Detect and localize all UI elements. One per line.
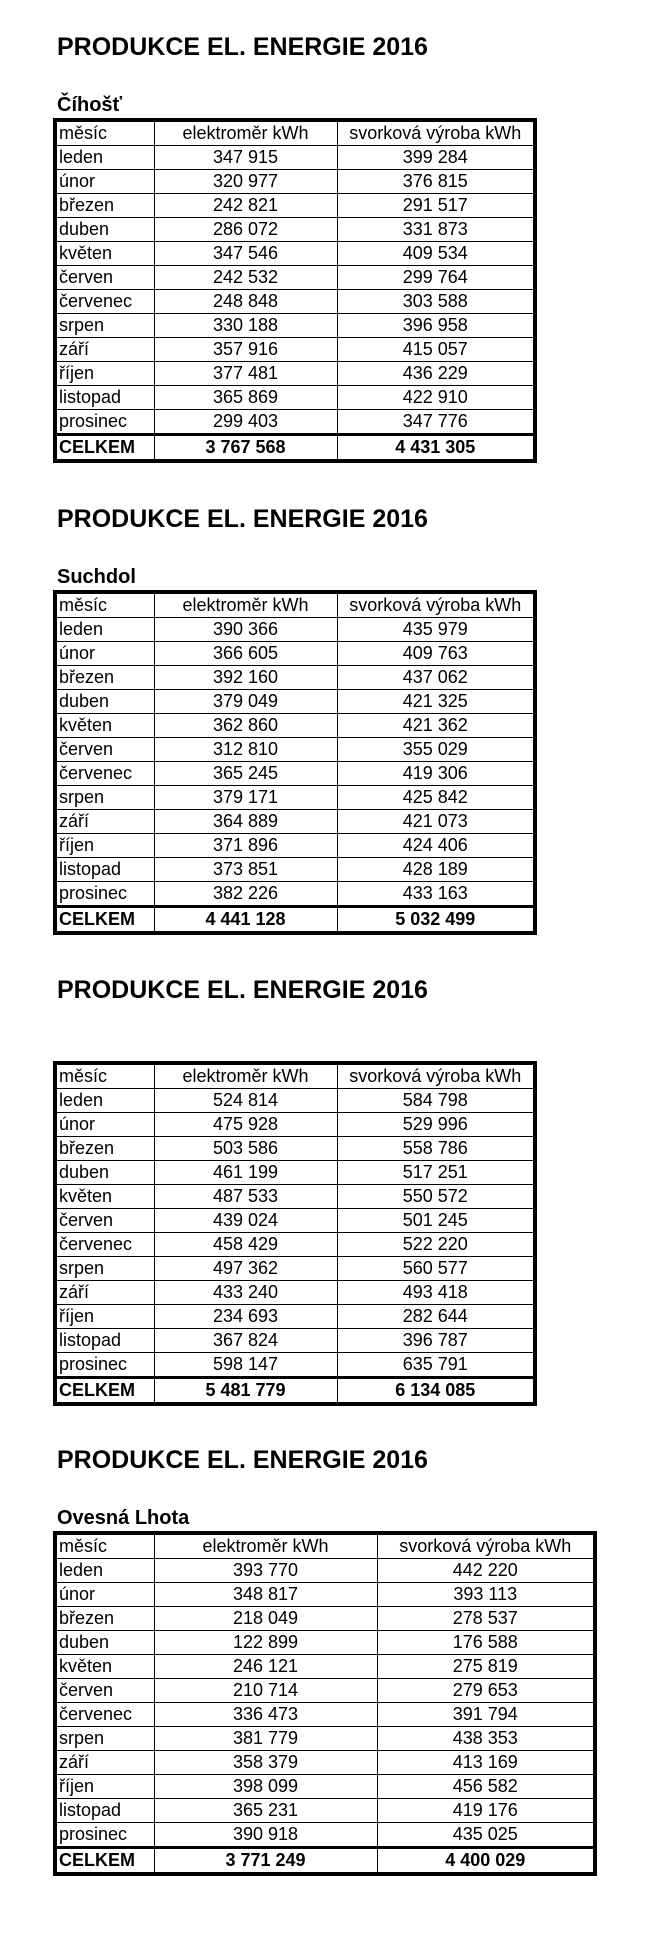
table-total-row [55,1848,595,1875]
table-row [55,266,535,290]
month-cell: říjen [55,362,154,386]
table-row [55,410,535,435]
month-cell: září [55,338,154,362]
table-header-row [55,1063,535,1089]
meter-kwh-cell: 381 779 [154,1727,377,1751]
terminal-output-kwh-cell: 409 763 [337,642,535,666]
month-cell: září [55,1281,154,1305]
table-row [55,1137,535,1161]
table-row [55,1679,595,1703]
month-cell: duben [55,218,154,242]
month-cell: květen [55,1185,154,1209]
month-cell: březen [55,1607,154,1631]
table-title: PRODUKCE EL. ENERGIE 2016 [57,1446,428,1474]
terminal-output-kwh-cell: 433 163 [337,882,535,907]
terminal-output-kwh-cell: svorková výroba kWh [337,120,535,146]
terminal-output-kwh-cell: 176 588 [377,1631,595,1655]
table-row [55,1631,595,1655]
table-row [55,146,535,170]
month-cell: květen [55,242,154,266]
terminal-output-kwh-cell: 415 057 [337,338,535,362]
table-row [55,1751,595,1775]
meter-kwh-cell: 320 977 [154,170,337,194]
meter-kwh-cell: 330 188 [154,314,337,338]
meter-kwh-cell: 461 199 [154,1161,337,1185]
month-cell: září [55,1751,154,1775]
month-cell: CELKEM [55,1378,154,1405]
month-cell: měsíc [55,1533,154,1559]
table-row [55,290,535,314]
terminal-output-kwh-cell: 413 169 [377,1751,595,1775]
meter-kwh-cell: 487 533 [154,1185,337,1209]
table-row [55,618,535,642]
terminal-output-kwh-cell: 421 362 [337,714,535,738]
meter-kwh-cell: 234 693 [154,1305,337,1329]
terminal-output-kwh-cell: 331 873 [337,218,535,242]
month-cell: květen [55,1655,154,1679]
table-row [55,1233,535,1257]
table-row [55,194,535,218]
meter-kwh-cell: elektroměr kWh [154,120,337,146]
meter-kwh-cell: 218 049 [154,1607,377,1631]
table-row [55,1185,535,1209]
terminal-output-kwh-cell: 437 062 [337,666,535,690]
terminal-output-kwh-cell: 409 534 [337,242,535,266]
terminal-output-kwh-cell: 422 910 [337,386,535,410]
meter-kwh-cell: 286 072 [154,218,337,242]
meter-kwh-cell: 524 814 [154,1089,337,1113]
table-row [55,362,535,386]
terminal-output-kwh-cell: 421 325 [337,690,535,714]
terminal-output-kwh-cell: 560 577 [337,1257,535,1281]
meter-kwh-cell: 392 160 [154,666,337,690]
month-cell: červenec [55,762,154,786]
table-row [55,882,535,907]
table-row [55,786,535,810]
month-cell: prosinec [55,882,154,907]
site-name: Suchdol [57,566,136,588]
meter-kwh-cell: 475 928 [154,1113,337,1137]
meter-kwh-cell: 122 899 [154,1631,377,1655]
terminal-output-kwh-cell: 282 644 [337,1305,535,1329]
meter-kwh-cell: 382 226 [154,882,337,907]
terminal-output-kwh-cell: 303 588 [337,290,535,314]
terminal-output-kwh-cell: 6 134 085 [337,1378,535,1405]
month-cell: listopad [55,1799,154,1823]
table-row [55,1703,595,1727]
month-cell: listopad [55,386,154,410]
table-row [55,1209,535,1233]
energy-table [53,1531,597,1876]
month-cell: červen [55,738,154,762]
month-cell: říjen [55,834,154,858]
table-total-row [55,1378,535,1405]
meter-kwh-cell: 3 771 249 [154,1848,377,1875]
terminal-output-kwh-cell: svorková výroba kWh [337,592,535,618]
month-cell: červen [55,1209,154,1233]
month-cell: leden [55,1559,154,1583]
table-row [55,1583,595,1607]
terminal-output-kwh-cell: 635 791 [337,1353,535,1378]
month-cell: prosinec [55,1353,154,1378]
month-cell: červenec [55,1233,154,1257]
table-row [55,690,535,714]
month-cell: květen [55,714,154,738]
meter-kwh-cell: 348 817 [154,1583,377,1607]
table-row [55,1113,535,1137]
terminal-output-kwh-cell: 278 537 [377,1607,595,1631]
table-row [55,1281,535,1305]
table-row [55,338,535,362]
terminal-output-kwh-cell: 419 176 [377,1799,595,1823]
table-total-row [55,907,535,934]
terminal-output-kwh-cell: 355 029 [337,738,535,762]
terminal-output-kwh-cell: 522 220 [337,1233,535,1257]
terminal-output-kwh-cell: 291 517 [337,194,535,218]
terminal-output-kwh-cell: 5 032 499 [337,907,535,934]
meter-kwh-cell: 365 869 [154,386,337,410]
meter-kwh-cell: 242 532 [154,266,337,290]
meter-kwh-cell: 497 362 [154,1257,337,1281]
meter-kwh-cell: 433 240 [154,1281,337,1305]
month-cell: měsíc [55,120,154,146]
terminal-output-kwh-cell: 550 572 [337,1185,535,1209]
terminal-output-kwh-cell: 438 353 [377,1727,595,1751]
month-cell: červenec [55,1703,154,1727]
terminal-output-kwh-cell: svorková výroba kWh [377,1533,595,1559]
table-total-row [55,435,535,462]
month-cell: červenec [55,290,154,314]
site-name: Číhošť [57,94,123,116]
table-row [55,714,535,738]
energy-table [53,590,537,935]
month-cell: červen [55,266,154,290]
month-cell: červen [55,1679,154,1703]
meter-kwh-cell: 503 586 [154,1137,337,1161]
month-cell: duben [55,1631,154,1655]
terminal-output-kwh-cell: 391 794 [377,1703,595,1727]
month-cell: únor [55,1113,154,1137]
terminal-output-kwh-cell: 435 979 [337,618,535,642]
month-cell: listopad [55,858,154,882]
meter-kwh-cell: elektroměr kWh [154,1533,377,1559]
terminal-output-kwh-cell: 275 819 [377,1655,595,1679]
meter-kwh-cell: 336 473 [154,1703,377,1727]
month-cell: prosinec [55,1823,154,1848]
month-cell: únor [55,642,154,666]
table-row [55,762,535,786]
month-cell: leden [55,1089,154,1113]
month-cell: září [55,810,154,834]
terminal-output-kwh-cell: 376 815 [337,170,535,194]
terminal-output-kwh-cell: 529 996 [337,1113,535,1137]
meter-kwh-cell: 390 918 [154,1823,377,1848]
meter-kwh-cell: 379 049 [154,690,337,714]
month-cell: měsíc [55,592,154,618]
month-cell: CELKEM [55,907,154,934]
terminal-output-kwh-cell: 558 786 [337,1137,535,1161]
meter-kwh-cell: elektroměr kWh [154,592,337,618]
table-row [55,314,535,338]
month-cell: únor [55,1583,154,1607]
site-name: Ovesná Lhota [57,1507,190,1529]
table-row [55,642,535,666]
table-header-row [55,1533,595,1559]
meter-kwh-cell: 366 605 [154,642,337,666]
terminal-output-kwh-cell: 501 245 [337,1209,535,1233]
terminal-output-kwh-cell: 419 306 [337,762,535,786]
meter-kwh-cell: 367 824 [154,1329,337,1353]
terminal-output-kwh-cell: 421 073 [337,810,535,834]
energy-table [53,118,537,463]
month-cell: leden [55,618,154,642]
terminal-output-kwh-cell: 584 798 [337,1089,535,1113]
table-row [55,738,535,762]
energy-table [53,1061,537,1406]
terminal-output-kwh-cell: 393 113 [377,1583,595,1607]
meter-kwh-cell: 371 896 [154,834,337,858]
table-row [55,170,535,194]
meter-kwh-cell: 3 767 568 [154,435,337,462]
meter-kwh-cell: 364 889 [154,810,337,834]
month-cell: říjen [55,1775,154,1799]
month-cell: srpen [55,786,154,810]
month-cell: srpen [55,314,154,338]
terminal-output-kwh-cell: 436 229 [337,362,535,386]
table-title: PRODUKCE EL. ENERGIE 2016 [57,505,428,533]
meter-kwh-cell: 365 231 [154,1799,377,1823]
month-cell: CELKEM [55,1848,154,1875]
terminal-output-kwh-cell: svorková výroba kWh [337,1063,535,1089]
meter-kwh-cell: 5 481 779 [154,1378,337,1405]
month-cell: listopad [55,1329,154,1353]
meter-kwh-cell: 373 851 [154,858,337,882]
table-row [55,1257,535,1281]
meter-kwh-cell: 248 848 [154,290,337,314]
table-title: PRODUKCE EL. ENERGIE 2016 [57,976,428,1004]
month-cell: duben [55,1161,154,1185]
terminal-output-kwh-cell: 435 025 [377,1823,595,1848]
terminal-output-kwh-cell: 396 787 [337,1329,535,1353]
month-cell: CELKEM [55,435,154,462]
table-row [55,1161,535,1185]
table-row [55,1799,595,1823]
table-row [55,810,535,834]
meter-kwh-cell: 398 099 [154,1775,377,1799]
month-cell: duben [55,690,154,714]
terminal-output-kwh-cell: 4 431 305 [337,435,535,462]
table-header-row [55,120,535,146]
table-row [55,1727,595,1751]
meter-kwh-cell: 390 366 [154,618,337,642]
table-row [55,1089,535,1113]
table-row [55,1607,595,1631]
table-row [55,1823,595,1848]
month-cell: prosinec [55,410,154,435]
month-cell: leden [55,146,154,170]
table-row [55,1305,535,1329]
terminal-output-kwh-cell: 517 251 [337,1161,535,1185]
meter-kwh-cell: 357 916 [154,338,337,362]
meter-kwh-cell: 365 245 [154,762,337,786]
meter-kwh-cell: elektroměr kWh [154,1063,337,1089]
terminal-output-kwh-cell: 347 776 [337,410,535,435]
meter-kwh-cell: 242 821 [154,194,337,218]
table-row [55,834,535,858]
meter-kwh-cell: 210 714 [154,1679,377,1703]
month-cell: srpen [55,1257,154,1281]
month-cell: srpen [55,1727,154,1751]
meter-kwh-cell: 439 024 [154,1209,337,1233]
month-cell: březen [55,1137,154,1161]
table-row [55,858,535,882]
month-cell: říjen [55,1305,154,1329]
table-title: PRODUKCE EL. ENERGIE 2016 [57,33,428,61]
terminal-output-kwh-cell: 279 653 [377,1679,595,1703]
meter-kwh-cell: 393 770 [154,1559,377,1583]
meter-kwh-cell: 4 441 128 [154,907,337,934]
meter-kwh-cell: 312 810 [154,738,337,762]
meter-kwh-cell: 458 429 [154,1233,337,1257]
meter-kwh-cell: 299 403 [154,410,337,435]
table-row [55,1655,595,1679]
terminal-output-kwh-cell: 396 958 [337,314,535,338]
terminal-output-kwh-cell: 424 406 [337,834,535,858]
month-cell: březen [55,194,154,218]
meter-kwh-cell: 358 379 [154,1751,377,1775]
terminal-output-kwh-cell: 428 189 [337,858,535,882]
table-row [55,1775,595,1799]
terminal-output-kwh-cell: 442 220 [377,1559,595,1583]
meter-kwh-cell: 379 171 [154,786,337,810]
table-row [55,666,535,690]
month-cell: březen [55,666,154,690]
meter-kwh-cell: 598 147 [154,1353,337,1378]
table-row [55,242,535,266]
meter-kwh-cell: 377 481 [154,362,337,386]
month-cell: únor [55,170,154,194]
meter-kwh-cell: 347 915 [154,146,337,170]
table-row [55,1329,535,1353]
terminal-output-kwh-cell: 4 400 029 [377,1848,595,1875]
table-row [55,218,535,242]
terminal-output-kwh-cell: 399 284 [337,146,535,170]
meter-kwh-cell: 347 546 [154,242,337,266]
terminal-output-kwh-cell: 299 764 [337,266,535,290]
meter-kwh-cell: 246 121 [154,1655,377,1679]
terminal-output-kwh-cell: 456 582 [377,1775,595,1799]
terminal-output-kwh-cell: 493 418 [337,1281,535,1305]
month-cell: měsíc [55,1063,154,1089]
meter-kwh-cell: 362 860 [154,714,337,738]
table-row [55,1353,535,1378]
terminal-output-kwh-cell: 425 842 [337,786,535,810]
table-row [55,386,535,410]
table-header-row [55,592,535,618]
table-row [55,1559,595,1583]
